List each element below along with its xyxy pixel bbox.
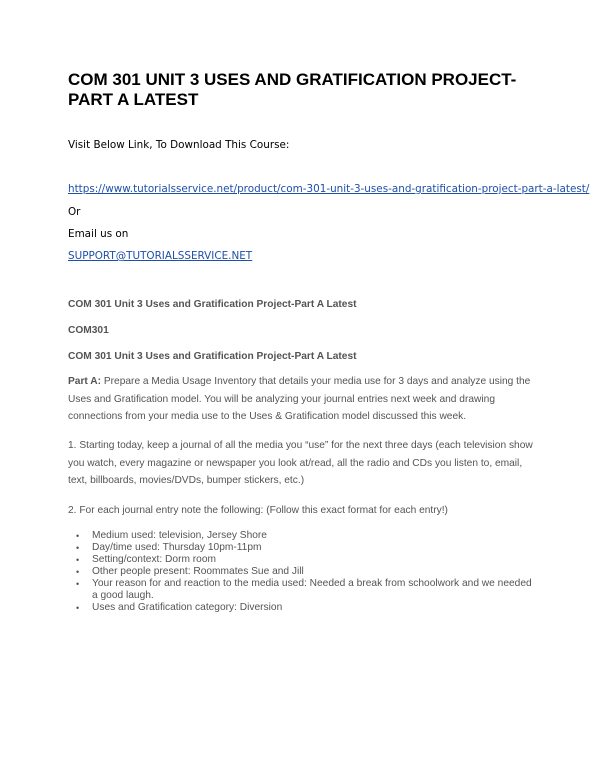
journal-format-list — [68, 530, 538, 614]
support-email-link[interactable]: SUPPORT@TUTORIALSSERVICE.NET — [68, 250, 253, 262]
part-a-text: Prepare a Media Usage Inventory that details your media use for 3 days and analyze using the Uses and Gratification model. You will be analyzing your journal entries next week and drawing connections from your media use to the Uses & Gratification model discussed this week. — [68, 376, 531, 422]
bullet-icon: • — [76, 543, 80, 553]
list-item: • Setting/context: Dorm room — [76, 554, 216, 565]
list-item: • Medium used: television, Jersey Shore — [76, 530, 267, 541]
course-code: COM301 — [68, 325, 109, 336]
bullet-icon: • — [76, 579, 80, 589]
list-item: • Your reason for and reaction to the media used: Needed a break from schoolwork and we needed a good laugh. — [76, 578, 532, 601]
part-a-paragraph — [68, 373, 538, 426]
bullet-icon: • — [76, 555, 80, 565]
part-a-label: Part A: — [68, 376, 102, 387]
section-heading-2: COM 301 Unit 3 Uses and Gratification Project-Part A Latest — [68, 351, 357, 362]
step-1-paragraph: 1. Starting today, keep a journal of all the media you “use” for the next three days (each television show you watch, every magazine or newspaper you look at/read, all the radio and CDs you listen to, email, text, billboards, movies/DVDs, bumper stickers, etc.) — [68, 440, 533, 486]
section-heading-1: COM 301 Unit 3 Uses and Gratification Project-Part A Latest — [68, 299, 357, 310]
page-title: COM 301 UNIT 3 USES AND GRATIFICATION PROJECT-PART A LATEST — [68, 70, 517, 109]
list-item: • Other people present: Roommates Sue and Jill — [76, 566, 304, 577]
list-item: • Uses and Gratification category: Diversion — [76, 602, 283, 613]
bullet-icon: • — [76, 603, 80, 613]
course-link[interactable]: https://www.tutorialsservice.net/product/com-301-unit-3-uses-and-gratification-project-part-a-latest/ — [68, 183, 590, 195]
step-2-paragraph: 2. For each journal entry note the following: (Follow this exact format for each entry!) — [68, 505, 448, 516]
bullet-icon: • — [76, 531, 80, 541]
visit-instruction: Visit Below Link, To Download This Course: — [68, 139, 290, 151]
email-label: Email us on — [68, 228, 129, 240]
bullet-icon: • — [76, 567, 80, 577]
or-text: Or — [68, 206, 81, 218]
list-item: • Day/time used: Thursday 10pm-11pm — [76, 542, 262, 553]
